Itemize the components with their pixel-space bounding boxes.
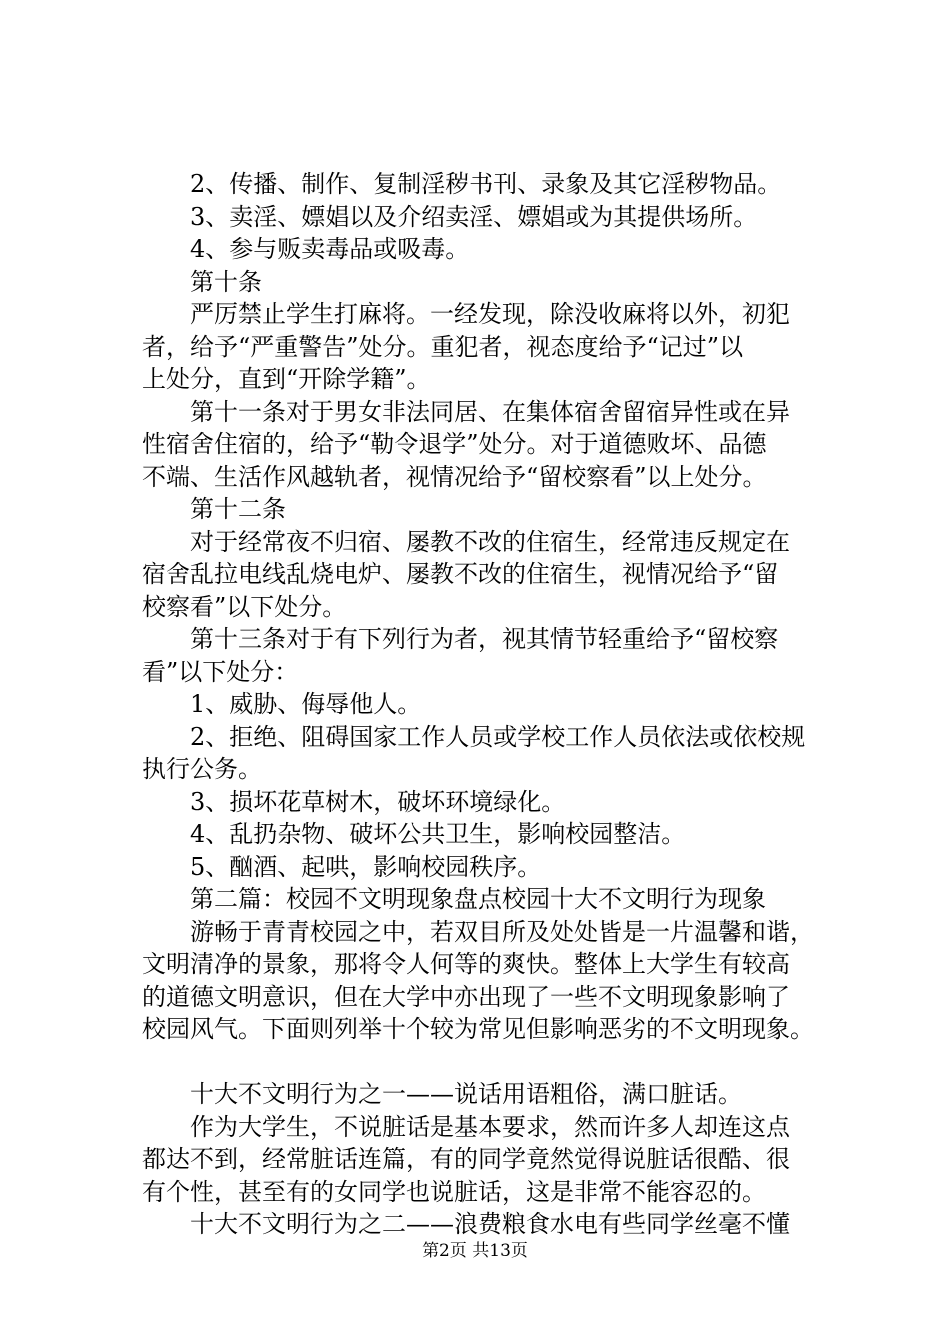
text-line: 执行公务。 — [142, 755, 262, 783]
text-line: 校察看”以下处分。 — [142, 592, 347, 621]
text-line: 上处分，直到“开除学籍”。 — [142, 365, 431, 393]
text-line: 3、卖淫、嫖娼以及介绍卖淫、嫖娼或为其提供场所。 — [142, 202, 758, 231]
document-body — [142, 168, 842, 1241]
text-line: 第十一条对于男女非法同居、在集体宿舍留宿异性或在异 — [142, 397, 790, 426]
text-line: 有个性，甚至有的女同学也说脏话，这是非常不能容忍的。 — [142, 1177, 766, 1206]
text-line: 严厉禁止学生打麻将。一经发现，除没收麻将以外，初犯 — [142, 300, 790, 328]
text-line: 1、威胁、侮辱他人。 — [142, 690, 422, 718]
text-line: 对于经常夜不归宿、屡教不改的住宿生，经常违反规定在 — [142, 527, 790, 556]
text-line: 4、乱扔杂物、破坏公共卫生，影响校园整洁。 — [142, 820, 686, 848]
text-line: 都达不到，经常脏话连篇，有的同学竟然觉得说脏话很酷、很 — [142, 1145, 790, 1173]
text-line: 十大不文明行为之二——浪费粮食水电有些同学丝毫不懂 — [142, 1210, 790, 1238]
text-line: 性宿舍住宿的，给予“勒令退学”处分。对于道德败坏、品德 — [142, 430, 767, 458]
text-line: 的道德文明意识，但在大学中亦出现了一些不文明现象影响了 — [142, 982, 790, 1011]
text-line: 者，给予“严重警告”处分。重犯者，视态度给予“记过”以 — [142, 332, 744, 361]
text-line: 看”以下处分： — [142, 657, 299, 686]
text-line: 文明清净的景象，那将令人何等的爽快。整体上大学生有较高 — [142, 950, 790, 978]
text-line: 4、参与贩卖毒品或吸毒。 — [142, 235, 470, 263]
text-line: 作为大学生，不说脏话是基本要求，然而许多人却连这点 — [142, 1112, 790, 1141]
text-line: 宿舍乱拉电线乱烧电炉、屡教不改的住宿生，视情况给予“留 — [142, 560, 779, 588]
text-line: 不端、生活作风越轨者，视情况给予“留校察看”以上处分。 — [142, 462, 767, 491]
text-line: 5、酗酒、起哄，影响校园秩序。 — [142, 852, 542, 881]
text-line — [142, 1046, 842, 1079]
text-line: 2、传播、制作、复制淫秽书刊、录象及其它淫秽物品。 — [142, 170, 782, 198]
text-line: 游畅于青青校园之中，若双目所及处处皆是一片温馨和谐， — [142, 917, 814, 946]
text-line: 校园风气。下面则列举十个较为常见但影响恶劣的不文明现象。 — [142, 1015, 814, 1043]
text-line: 第十条 — [142, 267, 262, 296]
text-line: 第十二条 — [142, 495, 286, 523]
page-footer: 第2页 共13页 — [422, 1241, 528, 1261]
text-line: 十大不文明行为之一——说话用语粗俗，满口脏话。 — [142, 1080, 742, 1108]
text-line: 第二篇：校园不文明现象盘点校园十大不文明行为现象 — [142, 885, 766, 913]
text-line: 3、损坏花草树木，破坏环境绿化。 — [142, 787, 566, 816]
text-line: 第十三条对于有下列行为者，视其情节轻重给予“留校察 — [142, 625, 779, 653]
text-line: 2、拒绝、阻碍国家工作人员或学校工作人员依法或依校规 — [142, 722, 806, 751]
